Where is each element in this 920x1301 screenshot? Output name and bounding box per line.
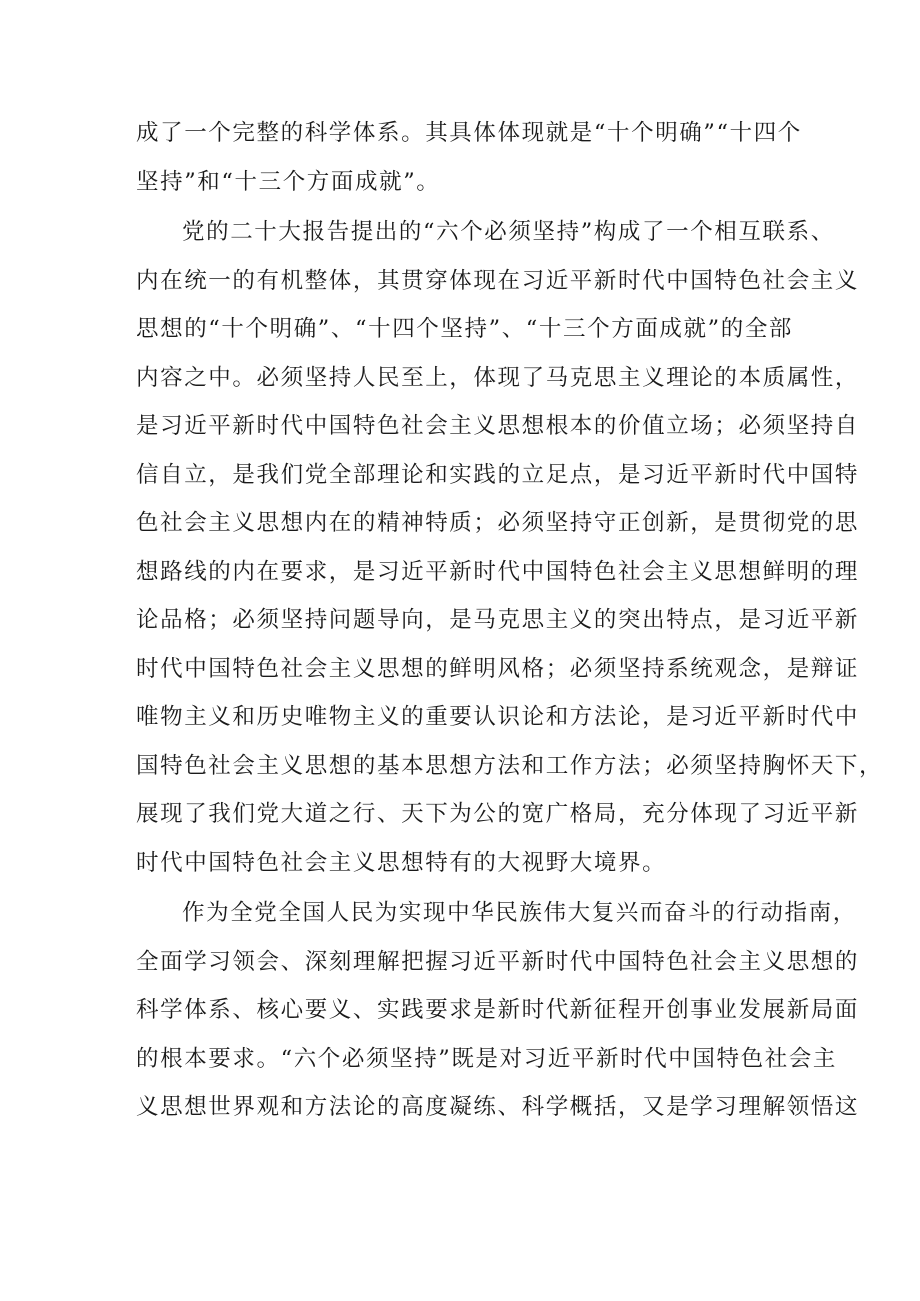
- text-line: 坚持”和“十三个方面成就”。: [136, 168, 441, 195]
- text-line: 党的二十大报告提出的“六个必须坚持”构成了一个相互联系、: [182, 219, 835, 245]
- text-line: 内容之中。必须坚持人民至上，体现了马克思主义理论的本质属性，: [136, 364, 860, 391]
- text-line: 唯物主义和历史唯物主义的重要认识论和方法论，是习近平新时代中: [136, 704, 860, 730]
- text-line: 成了一个完整的科学体系。其具体体现就是“十个明确”“十四个: [136, 120, 802, 146]
- text-line: 是习近平新时代中国特色社会主义思想根本的价值立场；必须坚持自: [136, 413, 860, 439]
- text-line: 展现了我们党大道之行、天下为公的宽广格局，充分体现了习近平新: [136, 801, 860, 827]
- text-line: 的根本要求。“六个必须坚持”既是对习近平新时代中国特色社会主: [136, 1045, 838, 1072]
- text-line: 论品格；必须坚持问题导向，是马克思主义的突出特点，是习近平新: [136, 607, 860, 633]
- text-line: 想路线的内在要求，是习近平新时代中国特色社会主义思想鲜明的理: [136, 558, 860, 585]
- text-line: 时代中国特色社会主义思想的鲜明风格；必须坚持系统观念，是辩证: [136, 655, 860, 682]
- paragraph-1: [136, 109, 802, 206]
- paragraph-2: [136, 208, 884, 887]
- text-line: 科学体系、核心要义、实践要求是新时代新征程开创事业发展新局面: [136, 997, 860, 1023]
- body-text: [136, 109, 884, 1132]
- text-line: 色社会主义思想内在的精神特质；必须坚持守正创新，是贯彻党的思: [136, 510, 860, 536]
- text-line: 作为全党全国人民为实现中华民族伟大复兴而奋斗的行动指南，: [182, 900, 857, 926]
- text-line: 义思想世界观和方法论的高度凝练、科学概括，又是学习理解领悟这: [136, 1094, 860, 1120]
- text-line: 时代中国特色社会主义思想特有的大视野大境界。: [136, 849, 667, 876]
- text-line: 信自立，是我们党全部理论和实践的立足点，是习近平新时代中国特: [136, 461, 860, 488]
- text-line: 思想的“十个明确”、“十四个坚持”、“十三个方面成就”的全部: [136, 316, 794, 342]
- paragraph-3: [136, 889, 860, 1132]
- text-line: 国特色社会主义思想的基本思想方法和工作方法；必须坚持胸怀天下，: [136, 752, 884, 779]
- text-line: 内在统一的有机整体，其贯穿体现在习近平新时代中国特色社会主义: [136, 267, 860, 294]
- text-line: 全面学习领会、深刻理解把握习近平新时代中国特色社会主义思想的: [136, 948, 860, 975]
